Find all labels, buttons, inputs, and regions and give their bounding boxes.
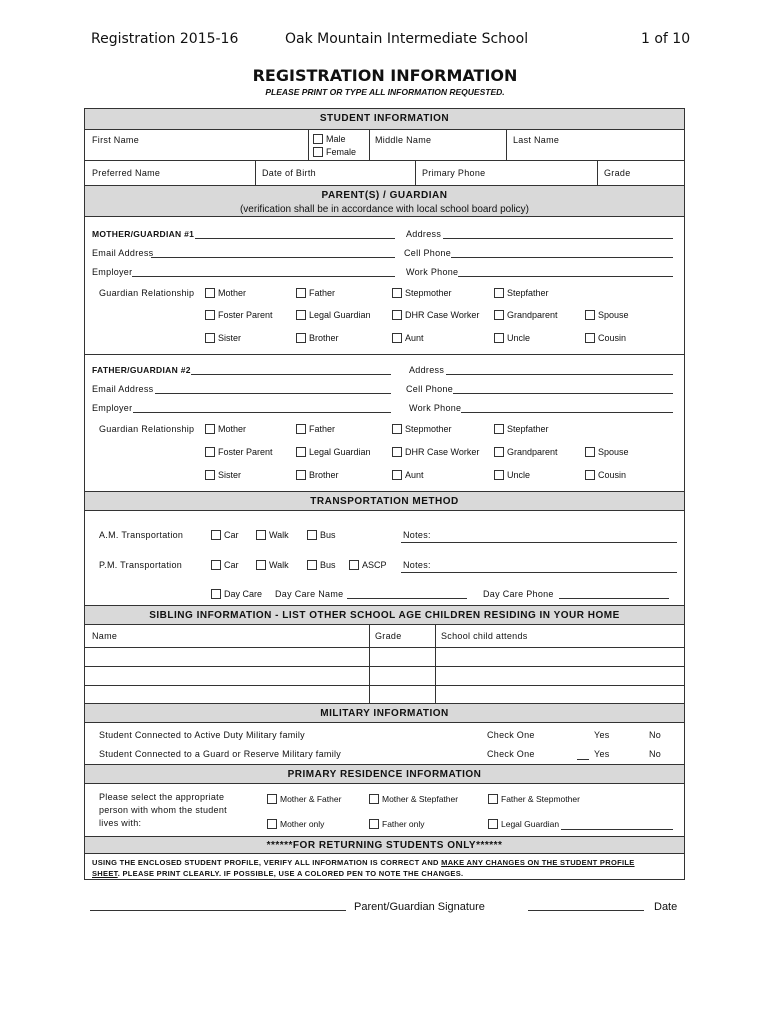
military-guard-yes[interactable]: Yes — [594, 749, 610, 759]
father-relationship-label: Guardian Relationship — [99, 424, 195, 434]
father-label: FATHER/GUARDIAN #2 — [92, 365, 191, 375]
checkbox-icon — [392, 333, 402, 343]
checkbox-icon — [392, 447, 402, 457]
checkbox-icon — [205, 424, 215, 434]
sibling-school-header: School child attends — [441, 631, 528, 641]
military-active-yes[interactable]: Yes — [594, 730, 610, 740]
f-grandparent-checkbox[interactable]: Grandparent — [494, 447, 558, 457]
mother-work-label: Work Phone — [406, 267, 459, 277]
parent-heading-title: PARENT(S) / GUARDIAN — [321, 190, 448, 201]
am-notes-label: Notes: — [403, 530, 431, 540]
header-school: Oak Mountain Intermediate School — [285, 31, 529, 47]
checkbox-icon — [494, 310, 504, 320]
mother-cell-line[interactable] — [451, 257, 673, 258]
f-mother-checkbox[interactable]: Mother — [205, 424, 246, 434]
res-legal-guardian-checkbox[interactable]: Legal Guardian — [488, 819, 559, 829]
father-email-label: Email Address — [92, 384, 154, 394]
mother-employer-label: Employer — [92, 267, 133, 277]
m-uncle-checkbox[interactable]: Uncle — [494, 333, 530, 343]
checkbox-icon — [488, 794, 498, 804]
grade-field[interactable]: Grade — [604, 168, 631, 178]
checkbox-icon — [205, 470, 215, 480]
father-address-label: Address — [409, 365, 445, 375]
mother-email-label: Email Address — [92, 248, 154, 258]
male-checkbox[interactable]: Male — [313, 134, 346, 144]
f-brother-checkbox[interactable]: Brother — [296, 470, 339, 480]
sibling-heading: SIBLING INFORMATION - LIST OTHER SCHOOL AGE CHILDREN RESIDING IN YOUR HOME — [85, 605, 684, 625]
am-bus-checkbox[interactable]: Bus — [307, 530, 336, 540]
day-care-checkbox[interactable]: Day Care — [211, 589, 262, 599]
checkbox-icon — [267, 794, 277, 804]
checkbox-icon — [313, 134, 323, 144]
checkbox-icon — [211, 530, 221, 540]
signature-line[interactable] — [90, 910, 346, 911]
checkbox-icon — [585, 310, 595, 320]
header-page: 1 of 10 — [641, 31, 691, 47]
m-sister-checkbox[interactable]: Sister — [205, 333, 241, 343]
checkbox-icon — [494, 288, 504, 298]
f-legal-guardian-checkbox[interactable]: Legal Guardian — [296, 447, 371, 457]
am-notes-line[interactable] — [401, 542, 677, 543]
res-father-only-checkbox[interactable]: Father only — [369, 819, 425, 829]
f-spouse-checkbox[interactable]: Spouse — [585, 447, 629, 457]
father-work-label: Work Phone — [409, 403, 462, 413]
am-transport-label: A.M. Transportation — [99, 530, 184, 540]
res-mother-only-checkbox[interactable]: Mother only — [267, 819, 324, 829]
sibling-name-header: Name — [92, 631, 118, 641]
checkbox-icon — [392, 470, 402, 480]
checkbox-icon — [585, 447, 595, 457]
m-aunt-checkbox[interactable]: Aunt — [392, 333, 424, 343]
checkbox-icon — [307, 530, 317, 540]
checkbox-icon — [205, 310, 215, 320]
day-care-name-line[interactable] — [347, 598, 467, 599]
table-row[interactable] — [85, 685, 684, 686]
parent-heading-note: (verification shall be in accordance with local school board policy) — [239, 204, 530, 215]
returning-text-line-1: USING THE ENCLOSED STUDENT PROFILE, VERIFY ALL INFORMATION IS CORRECT AND MAKE ANY CHANGES ON THE STUDENT PROFILE — [92, 858, 635, 867]
mother-address-line[interactable] — [443, 238, 673, 239]
checkbox-icon — [256, 530, 266, 540]
res-mother-father-checkbox[interactable]: Mother & Father — [267, 794, 341, 804]
residence-heading: PRIMARY RESIDENCE INFORMATION — [85, 764, 684, 784]
dob-field[interactable]: Date of Birth — [262, 168, 316, 178]
first-name-field[interactable]: First Name — [92, 135, 140, 145]
returning-heading: ******FOR RETURNING STUDENTS ONLY****** — [85, 836, 684, 854]
m-cousin-checkbox[interactable]: Cousin — [585, 333, 626, 343]
checkbox-icon — [349, 560, 359, 570]
checkbox-icon — [392, 310, 402, 320]
checkbox-icon — [205, 333, 215, 343]
checkbox-icon — [585, 333, 595, 343]
f-sister-checkbox[interactable]: Sister — [205, 470, 241, 480]
checkbox-icon — [494, 424, 504, 434]
date-label: Date — [654, 901, 678, 913]
table-row[interactable] — [85, 666, 684, 667]
checkbox-icon — [205, 447, 215, 457]
pm-walk-checkbox[interactable]: Walk — [256, 560, 289, 570]
checkbox-icon — [494, 333, 504, 343]
checkbox-icon — [369, 794, 379, 804]
m-legal-guardian-checkbox[interactable]: Legal Guardian — [296, 310, 371, 320]
checkbox-icon — [307, 560, 317, 570]
checkbox-icon — [392, 288, 402, 298]
f-uncle-checkbox[interactable]: Uncle — [494, 470, 530, 480]
res-mother-stepfather-checkbox[interactable]: Mother & Stepfather — [369, 794, 458, 804]
signature-label: Parent/Guardian Signature — [354, 901, 485, 913]
last-name-field[interactable]: Last Name — [513, 135, 560, 145]
father-employer-label: Employer — [92, 403, 133, 413]
preferred-name-field[interactable]: Preferred Name — [92, 168, 161, 178]
mother-name-line[interactable] — [195, 238, 395, 239]
form-title: REGISTRATION INFORMATION — [252, 66, 518, 85]
am-walk-checkbox[interactable]: Walk — [256, 530, 289, 540]
day-care-phone-label: Day Care Phone — [483, 589, 554, 599]
primary-phone-field[interactable]: Primary Phone — [422, 168, 486, 178]
m-father-checkbox[interactable]: Father — [296, 288, 335, 298]
date-line[interactable] — [528, 910, 644, 911]
checkbox-icon — [296, 310, 306, 320]
checkbox-icon — [488, 819, 498, 829]
f-stepmother-checkbox[interactable]: Stepmother — [392, 424, 452, 434]
f-father-checkbox[interactable]: Father — [296, 424, 335, 434]
father-email-line[interactable] — [155, 393, 391, 394]
checkbox-icon — [211, 560, 221, 570]
checkbox-icon — [392, 424, 402, 434]
pm-bus-checkbox[interactable]: Bus — [307, 560, 336, 570]
military-guard-no[interactable]: No — [649, 749, 662, 759]
checkbox-icon — [211, 589, 221, 599]
checkbox-icon — [296, 333, 306, 343]
military-check-one-1: Check One — [487, 730, 535, 740]
father-cell-label: Cell Phone — [406, 384, 454, 394]
father-work-line[interactable] — [461, 412, 673, 413]
day-care-phone-line[interactable] — [559, 598, 669, 599]
father-name-line[interactable] — [191, 374, 391, 375]
checkbox-icon — [296, 447, 306, 457]
checkbox-icon — [296, 424, 306, 434]
checkbox-icon — [205, 288, 215, 298]
returning-text-line-2: SHEET. PLEASE PRINT CLEARLY. IF POSSIBLE, USE A COLORED PEN TO NOTE THE CHANGES. — [92, 869, 464, 878]
student-heading: STUDENT INFORMATION — [85, 109, 684, 130]
middle-name-field[interactable]: Middle Name — [375, 135, 432, 145]
pm-car-checkbox[interactable]: Car — [211, 560, 239, 570]
checkbox-icon — [494, 447, 504, 457]
pm-notes-label: Notes: — [403, 560, 431, 570]
sibling-grade-header: Grade — [375, 631, 402, 641]
am-car-checkbox[interactable]: Car — [211, 530, 239, 540]
military-heading: MILITARY INFORMATION — [85, 703, 684, 723]
mother-relationship-label: Guardian Relationship — [99, 288, 195, 298]
m-foster-checkbox[interactable]: Foster Parent — [205, 310, 273, 320]
checkbox-icon — [585, 470, 595, 480]
checkbox-icon — [494, 470, 504, 480]
residence-prompt-2: person with whom the student — [99, 805, 227, 815]
mother-email-line[interactable] — [151, 257, 395, 258]
pm-notes-line[interactable] — [401, 572, 677, 573]
m-spouse-checkbox[interactable]: Spouse — [585, 310, 629, 320]
checkbox-icon — [267, 819, 277, 829]
mother-label: MOTHER/GUARDIAN #1 — [92, 229, 195, 239]
form-subtitle: PLEASE PRINT OR TYPE ALL INFORMATION REQUESTED. — [265, 87, 505, 97]
transport-heading: TRANSPORTATION METHOD — [85, 491, 684, 511]
f-foster-checkbox[interactable]: Foster Parent — [205, 447, 273, 457]
father-employer-line[interactable] — [133, 412, 391, 413]
f-aunt-checkbox[interactable]: Aunt — [392, 470, 424, 480]
mother-cell-label: Cell Phone — [404, 248, 452, 258]
m-grandparent-checkbox[interactable]: Grandparent — [494, 310, 558, 320]
female-checkbox[interactable]: Female — [313, 147, 356, 157]
m-dhr-checkbox[interactable]: DHR Case Worker — [392, 310, 479, 320]
m-stepmother-checkbox[interactable]: Stepmother — [392, 288, 452, 298]
f-stepfather-checkbox[interactable]: Stepfather — [494, 424, 549, 434]
day-care-name-label: Day Care Name — [275, 589, 344, 599]
header-left: Registration 2015-16 — [91, 31, 239, 47]
f-dhr-checkbox[interactable]: DHR Case Worker — [392, 447, 479, 457]
m-stepfather-checkbox[interactable]: Stepfather — [494, 288, 549, 298]
military-guard-label: Student Connected to a Guard or Reserve Military family — [99, 749, 342, 759]
m-brother-checkbox[interactable]: Brother — [296, 333, 339, 343]
mother-work-line[interactable] — [458, 276, 673, 277]
checkbox-icon — [369, 819, 379, 829]
checkbox-icon — [296, 470, 306, 480]
res-father-stepmother-checkbox[interactable]: Father & Stepmother — [488, 794, 580, 804]
table-row[interactable] — [85, 647, 684, 648]
registration-form — [84, 108, 685, 880]
mother-address-label: Address — [406, 229, 442, 239]
father-cell-line[interactable] — [453, 393, 673, 394]
checkbox-icon — [256, 560, 266, 570]
pm-ascp-checkbox[interactable]: ASCP — [349, 560, 387, 570]
parent-heading — [85, 185, 684, 217]
residence-prompt-3: lives with: — [99, 818, 142, 828]
father-address-line[interactable] — [446, 374, 673, 375]
m-mother-checkbox[interactable]: Mother — [205, 288, 246, 298]
f-cousin-checkbox[interactable]: Cousin — [585, 470, 626, 480]
checkbox-icon — [313, 147, 323, 157]
checkbox-icon — [296, 288, 306, 298]
residence-prompt-1: Please select the appropriate — [99, 792, 225, 802]
mother-employer-line[interactable] — [132, 276, 395, 277]
pm-transport-label: P.M. Transportation — [99, 560, 183, 570]
military-check-one-2: Check One — [487, 749, 535, 759]
military-active-no[interactable]: No — [649, 730, 662, 740]
military-active-label: Student Connected to Active Duty Military family — [99, 730, 305, 740]
